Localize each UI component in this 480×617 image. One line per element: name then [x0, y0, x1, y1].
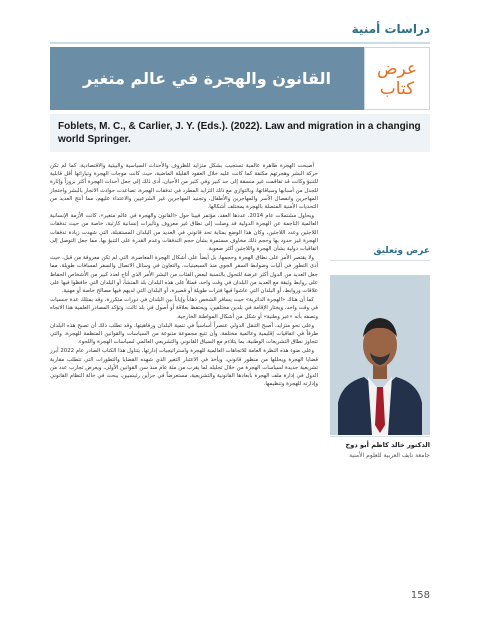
author-name: الدكتور خالد كاظم أبو دوح: [345, 441, 430, 449]
title-banner: [50, 47, 364, 110]
body-paragraph: ولا يقتصر الأمر على نطاق الهجرة وحجمها، بل أيضاً على أشكال الهجرة المعاصرة، التي لم تكن معروفة من قبل، حيث أدى التطور في آليات وضوابط السفر الجوي منذ السبعينيات، والتعاون في وسائل الاتصال والسفر لمسافات طويلة، مما جعل العديد من الدول أكثر عرضة للتحول بالنسبة لبعض الفئات من البشر الأمر الذي أتاح لعدد كبير من الأشخاص الحفاظ على روابط وثيقة مع العديد من البلدان في وقت واحد، فمثلاً على هذه البلدان بلد المنشأ، أو البلدان التي حافظوا فيها على علاقات وروابط، أو البلدان التي عاشوا فيها فترات طويلة أو قصيرة، أو البلدان التي لديهم فيها مصالح خاصة أو مهنية.: [49, 255, 318, 295]
page-title: القانون والهجرة في عالم متغير: [82, 69, 332, 88]
body-paragraph: وعلى نحو متزايد، أصبح التنقل الدولي عنصراً أساسياً في تنمية البلدان ورفاهيتها، وقد تطلب ذلك أن تصبح هذه البلدان طرفاً في اتفاقيات إقليمية وعالمية مختلفة، وأن تتبع مجموعة متنوعة من السياسات والقوانين المنظمة للهجرة، والتي تتجاوز نطاق التشريعات الوطنية، بما يتلاءم مع السياق القانوني والتشريعي العالمي لسياسات الهجرة واللجوء.: [50, 322, 318, 346]
article-header: [50, 47, 430, 110]
section-divider: [50, 42, 430, 44]
article-body: [50, 162, 318, 389]
body-paragraph: أصبحت الهجرة ظاهرة عالمية تستجيب بشكل متزايد للظروف والأحداث السياسية والبيئية والاقتصادية، كما لم تكن حركة البشر وهجرتهم مكثفة كما كانت عليه خلال العقود القليلة الماضية، حيث كانت موجات الهجرة وتياراتها أقل قابلية للتنبؤ وكانت قد تفاقمت غير منسقة إلى حد كبير وفي كثير من الأحيان، أدى ذلك إلى جعل أحداث الهجرة أكثر بروزاً وإثارة للجدل من أسبابها وسياقاتها، وبالتوازي مع ذلك التزايد المطرد في تدفقات الهجرة، تصاعدت حوادث الاتجار بالبشر واحتجاز المهاجرين وانفصال الأسر والمهاجرين والأطفال، وتجنيد المهاجرين غير الشرعيين والاعتداء عليهم، مما أنتج العديد من التحديات الأمنية المتصلة بالهجرة بمختلف أشكالها.: [50, 163, 318, 211]
section-label: دراسات أمنية: [351, 22, 430, 36]
section-tag-line-1: عرض: [376, 58, 418, 79]
section-tag-line-2: كتاب: [379, 78, 415, 99]
book-citation: Foblets, M. C., & Carlier, J. Y. (Eds.). (2022). Law and migration in a changing world Springer.: [50, 114, 430, 152]
section-tag: [364, 47, 430, 110]
author-affiliation: جامعة نايف العربية للعلوم الأمنية: [349, 452, 430, 459]
author-photo: [330, 275, 430, 435]
author-info: [330, 436, 430, 459]
sidebar-heading: عرض وتعليق: [330, 246, 430, 261]
body-paragraph: وعلى ضوء هذه النظرة العامة للاتجاهات العالمية للهجرة واستراتيجيات إدارتها، يتناول هذا الكتاب الصادر عام 2022 أبرز قضايا الهجرة ويحللها من منظور قانوني، ويأخذ في الاعتبار التغير الذي شهده القضايا والتطورات التي تتطلب مقاربة تشريعية جديدة لسياسات الهجرة من خلال تحليله لما يقرب من مئة عام منذ سن القوانين الأولى، ويعرض تجارب عدد من الدول في إدارة ملف الهجرة بأبعادها القانونية والتشريعية، مستعرضاً في جزأين رئيسيين، يبحث في حالة النظام القانوني وإدارته للهجرة وتنظيمها.: [50, 348, 318, 388]
body-paragraph: ويحاول مشتملات عام 2014، عددها العقد، مؤتمر فيينا حول «القانون والهجرة في عالم متغير»، كانت الأزمة الإنسانية العالمية الناجمة عن الهجرة الدولية قد وصلت إلى نطاق غير معروف وتأثيرات إنسانية كارثية، خاصة من حيث تدفقات اللاجئين وعدد اللاجئين، وكان هذا الوضع بمثابة تحد قانوني في العديد من البلدان المستقبلة، التي شهدت زيادة تدفقات الهجرة غير حدود بها وحجم ذلك مخاوف مستمرة بشأن حجم التدفقات وعدم القدرة على التنبؤ بها، مما جعل التوصل إلى اتفاقيات دولية بشأن الهجرة واللاجئين أكثر صعوبة.: [50, 213, 318, 253]
body-paragraph: كما أن هناك «الهجرة الدائرية» حيث يسافر الشخص ذهاباً وإياباً بين البلدان في دورات متكررة، وقد يمتلك عدة جنسيات في وقت واحد، ويختار الإقامة في بلدين مختلفين، ويحتفظ بعلاقة أو أصول في بلد ثالث، وتؤكد المصادر العلمية هذا الاتجاه وتصفه بأنه «عبر وطنية» أو شكل من أشكال المواطنة الخارجية.: [50, 297, 318, 320]
author-portrait-icon: [330, 275, 430, 435]
page-number: 158: [410, 590, 430, 601]
